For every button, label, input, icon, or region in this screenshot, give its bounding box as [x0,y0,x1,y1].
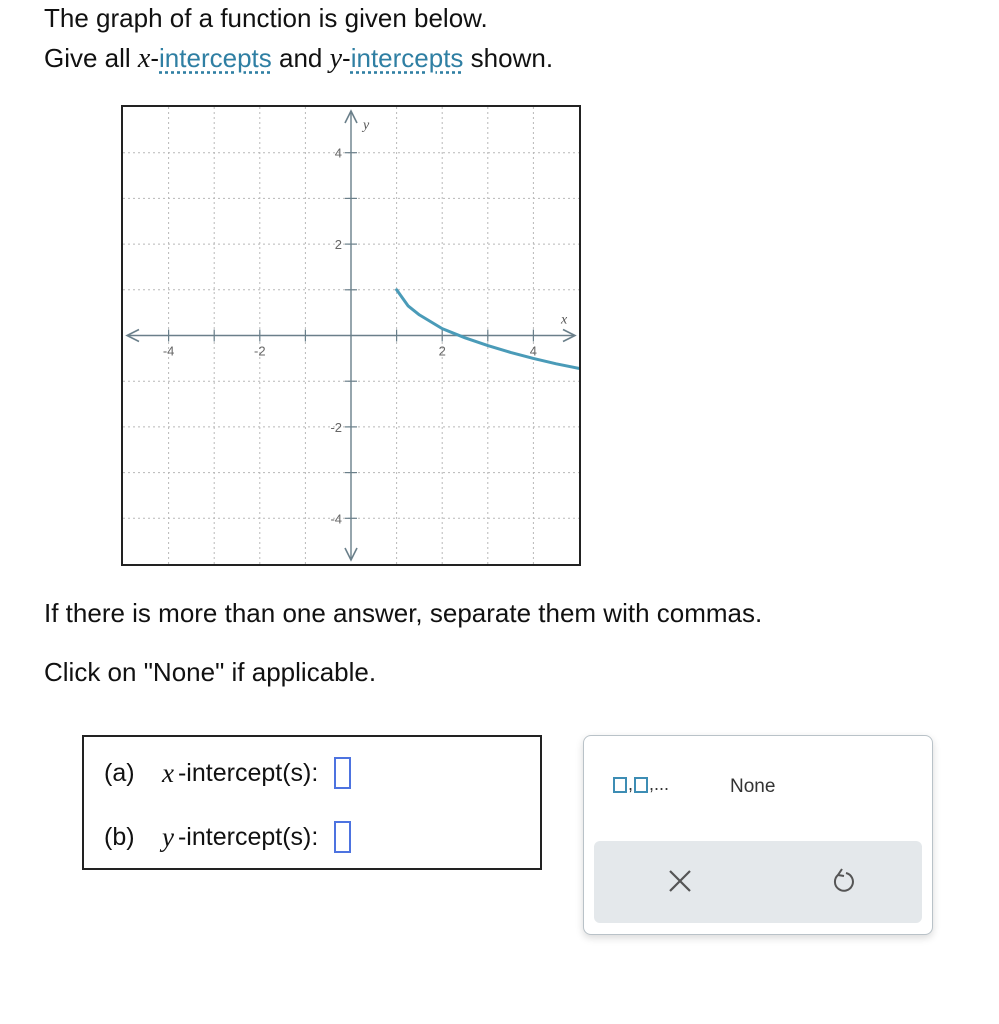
y-tick-label: 2 [334,237,342,253]
y-axis-label: y [363,118,370,133]
x-intercept-label: -intercept(s): [177,759,319,787]
prompt-y-var: y [329,43,343,74]
instruction-none: Click on "None" if applicable. [44,657,377,687]
answer-keypad [583,735,933,935]
part-a-label: (a) [104,759,135,787]
clear-button[interactable] [662,863,698,899]
list-box-icon [634,777,648,793]
undo-button[interactable] [826,863,862,899]
y-tick-label: -2 [330,419,342,435]
close-icon [662,863,698,899]
x-intercept-var: x [162,758,174,788]
intercepts-link-x[interactable]: intercepts [159,43,272,73]
y-intercept-input[interactable] [334,821,351,853]
prompt-line-2 [44,42,553,75]
x-tick-label: 4 [529,343,538,359]
prompt-shown: shown. [463,43,554,73]
y-tick-label: -4 [330,511,342,527]
y-tick-label: 4 [334,145,342,161]
axes [127,111,575,560]
x-tick-label: -2 [254,343,266,359]
prompt-and: and [271,43,330,73]
none-button[interactable]: None [730,776,776,797]
list-box-icon [613,777,627,793]
x-tick-label: 2 [438,343,446,359]
y-intercept-var: y [162,822,174,852]
prompt-give: Give all [44,43,138,73]
undo-icon [826,863,862,899]
intercepts-link-y[interactable]: intercepts [350,43,464,73]
graph-canvas [123,107,579,564]
list-suffix: ,... [649,774,670,794]
x-tick-label: -4 [162,343,175,359]
prompt-x-var: x [137,43,151,74]
x-intercept-row [104,757,351,789]
prompt-dash-1: - [150,43,160,73]
answer-box [82,735,542,870]
y-intercept-row [104,821,351,853]
part-b-label: (b) [104,823,135,851]
keypad-actions [594,841,922,923]
instruction-commas: If there is more than one answer, separate them with commas. [44,598,763,628]
x-axis-label: x [561,312,568,328]
x-intercept-input[interactable] [334,757,351,789]
y-intercept-label: -intercept(s): [177,823,319,851]
prompt-dash-2: - [342,43,351,73]
function-curve [397,290,579,369]
list-template-button[interactable] [612,774,669,795]
prompt-line-1: The graph of a function is given below. [44,3,488,33]
curves [397,290,579,369]
function-graph [121,105,581,566]
list-comma: , [628,774,634,794]
